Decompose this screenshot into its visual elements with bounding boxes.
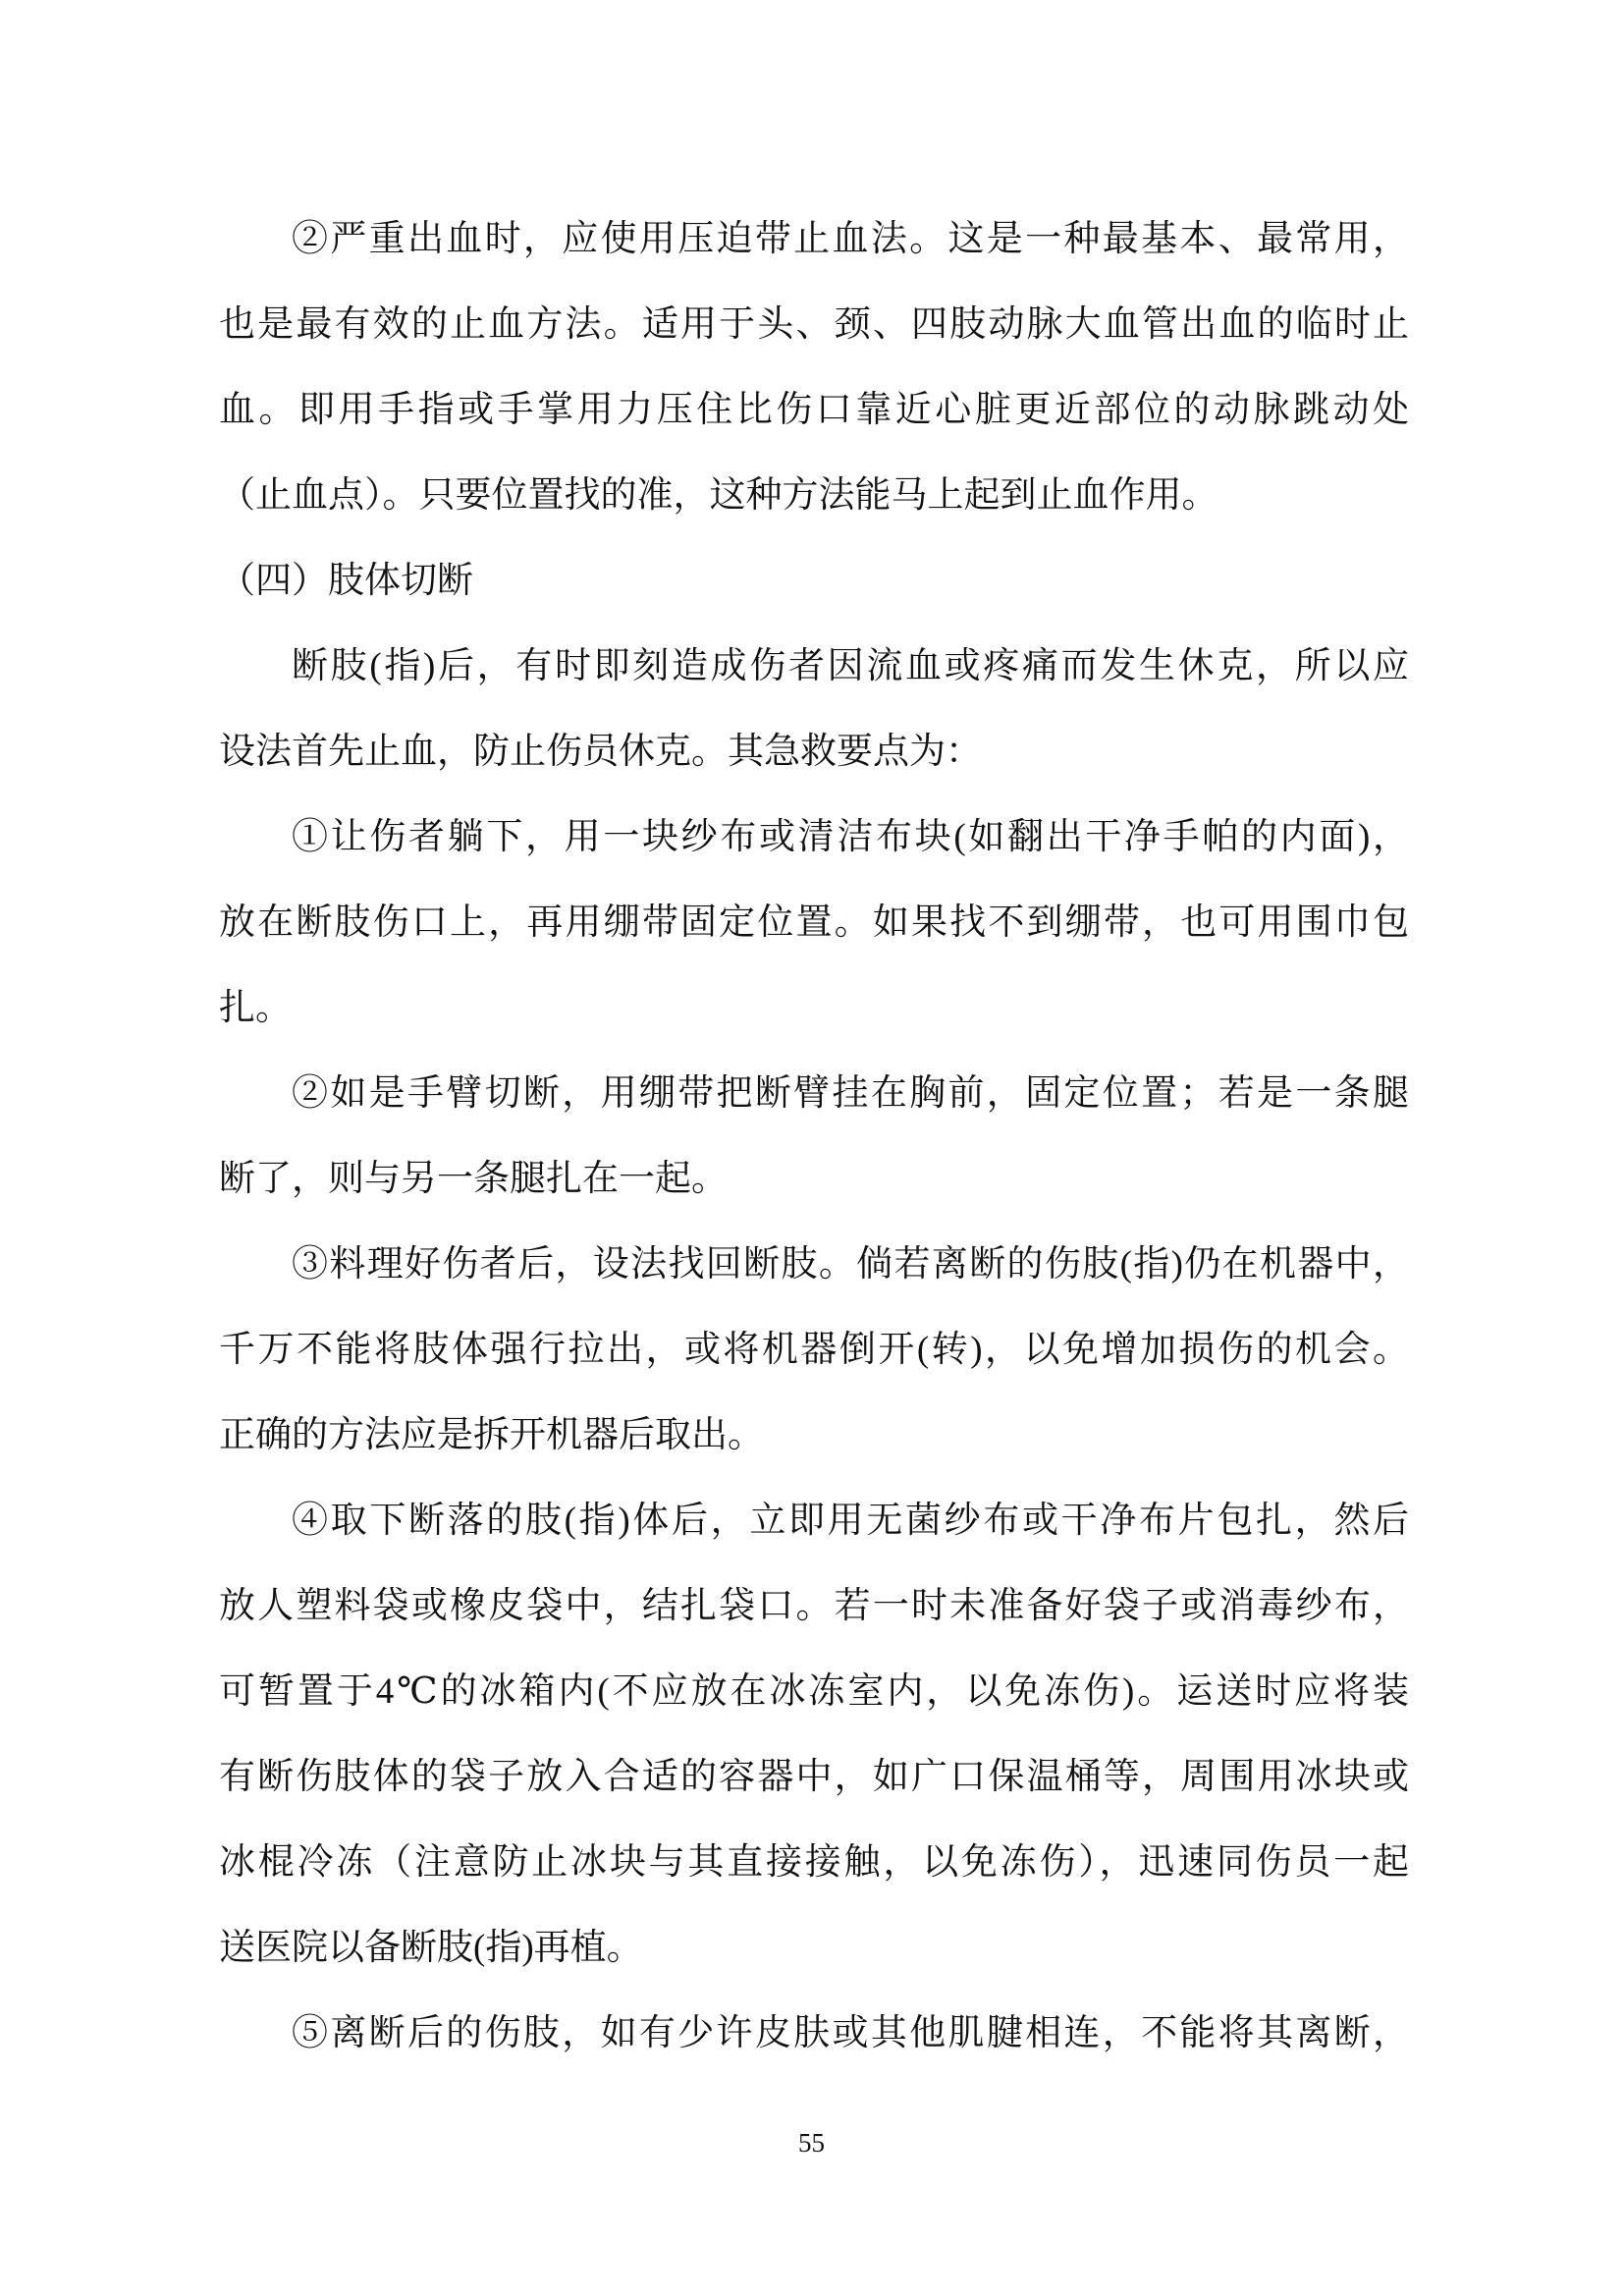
text-line: 千万不能将肢体强行拉出，或将机器倒开(转)，以免增加损伤的机会。 bbox=[219, 1330, 1409, 1370]
text-line: 冰棍冷冻（注意防止冰块与其直接接触，以免冻伤），迅速同伤员一起 bbox=[219, 1842, 1409, 1883]
text-line: （止血点）。只要位置找的准，这种方法能马上起到止血作用。 bbox=[219, 475, 1218, 516]
text-line: ②严重出血时，应使用压迫带止血法。这是一种最基本、最常用， bbox=[292, 219, 1409, 259]
document-body bbox=[219, 196, 1409, 2076]
text-line: 也是最有效的止血方法。适用于头、颈、四肢动脉大血管出血的临时止 bbox=[219, 304, 1409, 345]
text-line: 放人塑料袋或橡皮袋中，结扎袋口。若一时未准备好袋子或消毒纱布， bbox=[219, 1586, 1409, 1626]
text-line: 放在断肢伤口上，再用绷带固定位置。如果找不到绷带，也可用围巾包 bbox=[219, 902, 1409, 943]
section-heading: （四）肢体切断 bbox=[219, 561, 473, 601]
text-line: 血。即用手指或手掌用力压住比伤口靠近心脏更近部位的动脉跳动处 bbox=[219, 390, 1409, 430]
text-line: 断肢(指)后，有时即刻造成伤者因流血或疼痛而发生休克，所以应 bbox=[292, 646, 1409, 686]
text-line: ③料理好伤者后，设法找回断肢。倘若离断的伤肢(指)仍在机器中， bbox=[292, 1244, 1409, 1285]
text-line: 可暂置于4℃的冰箱内(不应放在冰冻室内，以免冻伤)。运送时应将装 bbox=[219, 1671, 1409, 1712]
text-line: 设法首先止血，防止伤员休克。其急救要点为： bbox=[219, 732, 982, 772]
text-line: ②如是手臂切断，用绷带把断臂挂在胸前，固定位置；若是一条腿 bbox=[292, 1073, 1409, 1114]
text-line: 正确的方法应是拆开机器后取出。 bbox=[219, 1415, 764, 1455]
text-line: ④取下断落的肢(指)体后，立即用无菌纱布或干净布片包扎，然后 bbox=[292, 1501, 1409, 1541]
text-line: 断了，则与另一条腿扎在一起。 bbox=[219, 1159, 728, 1199]
page-number: 55 bbox=[798, 2128, 825, 2158]
text-line: 扎。 bbox=[219, 988, 292, 1028]
text-line: ①让伤者躺下，用一块纱布或清洁布块(如翻出干净手帕的内面)， bbox=[292, 817, 1409, 857]
text-line: 有断伤肢体的袋子放入合适的容器中，如广口保温桶等，周围用冰块或 bbox=[219, 1757, 1409, 1797]
text-line: ⑤离断后的伤肢，如有少许皮肤或其他肌腱相连，不能将其离断， bbox=[292, 2013, 1409, 2053]
text-line: 送医院以备断肢(指)再植。 bbox=[219, 1928, 643, 1968]
